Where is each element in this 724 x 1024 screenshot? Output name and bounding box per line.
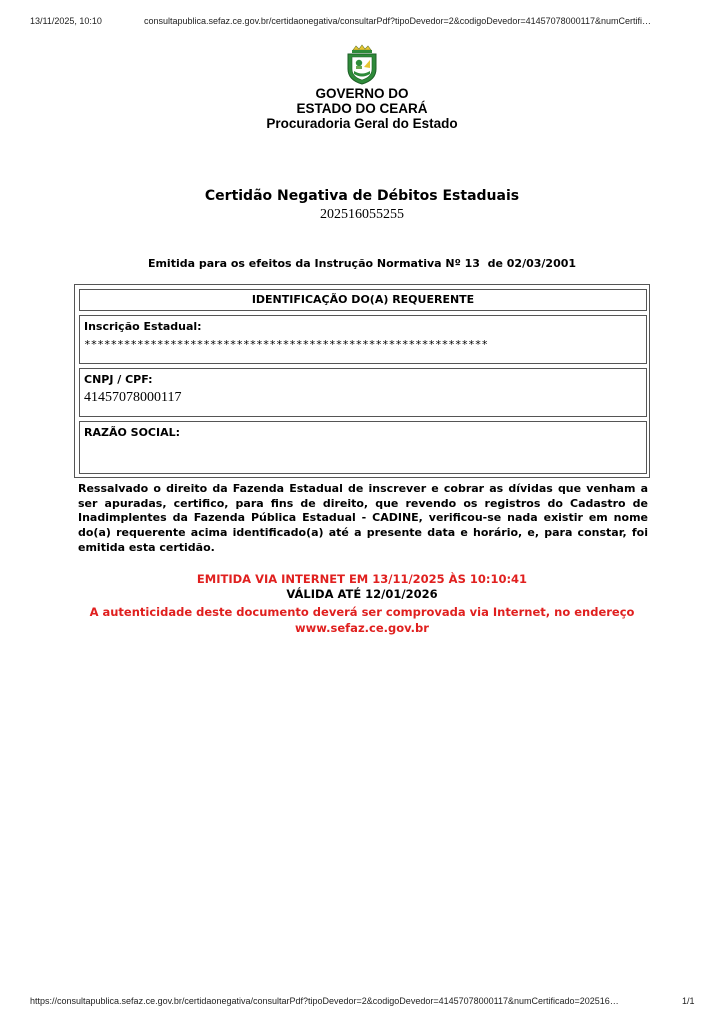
certificate-title: Certidão Negativa de Débitos Estaduais	[204, 188, 520, 204]
company-name-field	[79, 421, 647, 474]
cnpj-field	[79, 368, 647, 417]
print-footer	[0, 996, 724, 1010]
government-line: GOVERNO DO	[315, 86, 409, 101]
company-name-label: RAZÃO SOCIAL:	[84, 426, 181, 439]
requester-section-header: IDENTIFICAÇÃO DO(A) REQUERENTE	[79, 289, 647, 311]
state-registration-field	[79, 315, 647, 364]
print-footer-url: https://consultapublica.sefaz.ce.gov.br/certidaonegativa/consultarPdf?tipoDevedor=2&codigoDevedor=41457078000117&numCertificado=202516…	[30, 996, 619, 1006]
certificate-number: 202516055255	[320, 207, 404, 222]
print-header	[0, 16, 724, 30]
cnpj-value: 41457078000117	[84, 390, 182, 405]
agency-line: Procuradoria Geral do Estado	[266, 116, 458, 131]
issued-via-internet: EMITIDA VIA INTERNET EM 13/11/2025 ÀS 10:10:41	[196, 572, 528, 586]
valid-until: VÁLIDA ATÉ 12/01/2026	[286, 587, 438, 601]
print-date-time: 13/11/2025, 10:10	[30, 16, 102, 26]
issued-for-text: Emitida para os efeitos da Instrução Normativa Nº 13 de 02/03/2001	[147, 257, 577, 270]
government-heading	[0, 86, 724, 131]
state-registration-value: *************************************************************	[84, 338, 488, 351]
authenticity-note	[40, 605, 684, 636]
authenticity-url-link[interactable]: www.sefaz.ce.gov.br	[295, 620, 429, 635]
print-header-url: consultapublica.sefaz.ce.gov.br/certidaonegativa/consultarPdf?tipoDevedor=2&codigoDevedor=41457078000117&numCertifi…	[144, 16, 651, 26]
authenticity-note-text: A autenticidade deste documento deverá ser comprovada via Internet, no endereço	[89, 605, 635, 619]
state-line: ESTADO DO CEARÁ	[296, 101, 428, 116]
state-coat-of-arms-icon	[345, 43, 379, 85]
cnpj-label: CNPJ / CPF:	[84, 373, 153, 386]
certification-statement: Ressalvado o direito da Fazenda Estadual de inscrever e cobrar as dívidas que venham a ser apuradas, certifico, para fins de direito, que revendo os registros do Cadastro de Inadimplentes da Fazenda Pública Estadual - CADINE, verificou-se nada existir em nome do(a) requerente acima identificado(a) até a presente data e horário, e, para constar, foi emitida esta certidão.	[78, 482, 648, 554]
page-number: 1/1	[682, 996, 695, 1006]
state-registration-label: Inscrição Estadual:	[84, 320, 202, 333]
